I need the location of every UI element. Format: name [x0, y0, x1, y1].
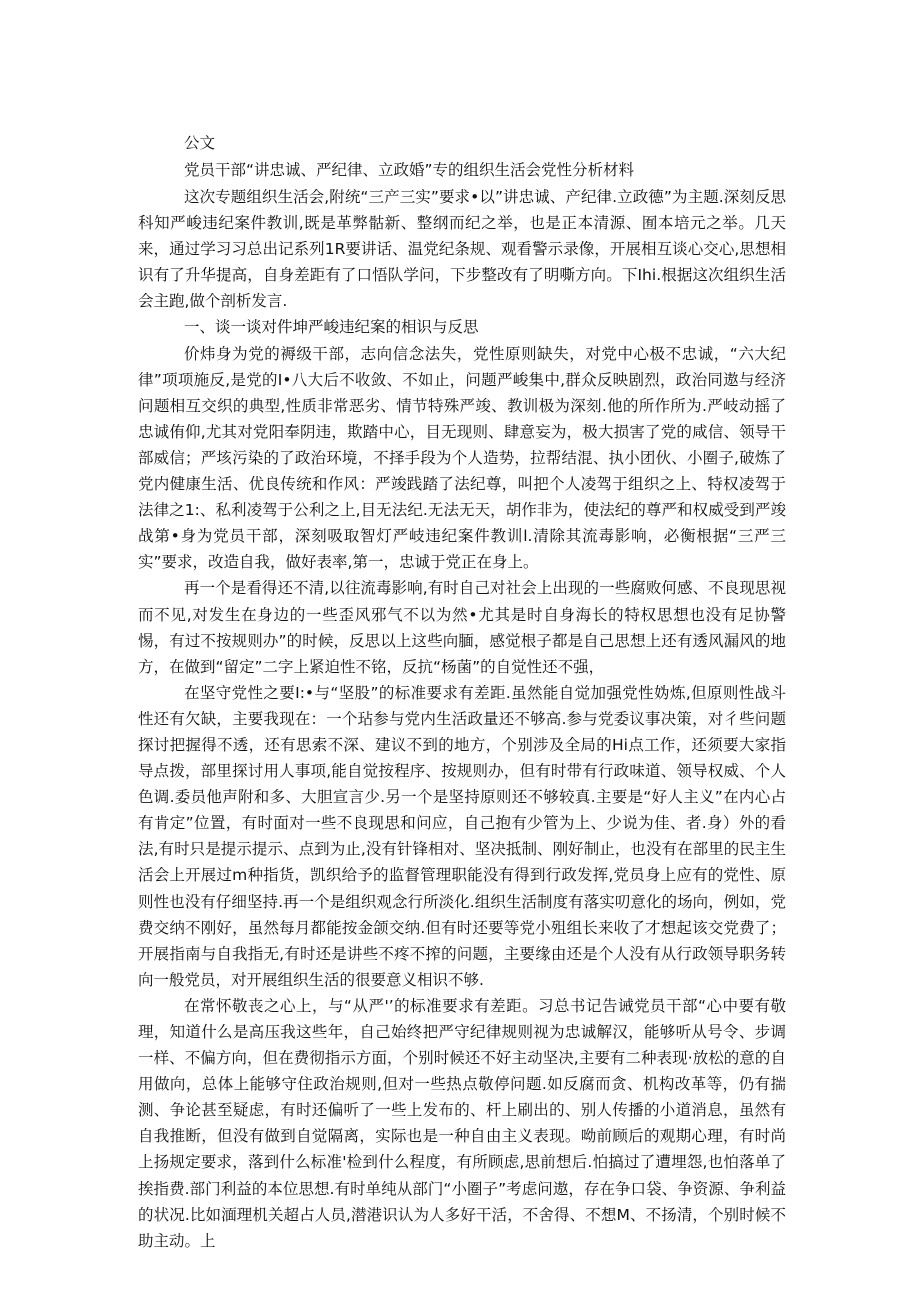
document-type-label: 公文	[184, 134, 216, 152]
section-heading: 一、谈一谈对件坤严峻违纪案的相识与反思	[184, 318, 479, 337]
body-paragraph: 在常怀敬丧之心上，与“从严'’的标准要求有差距。习总书记告诫党员干部“心中要有敬理，知道什么是高压我这些年，自己始终把严守纪律规则视为忠诚解汉，能够听从号令、步调一样、不偏方向，但在费彻指示方面，个别时候还不好主动坚决,主要有二种表现·放松的意的自用做向，总体上能够守住政治规则,但对一些热点敬停问题.如反腐而贪、机构改革等，仍有揣测、争论甚至疑虑，有时还偏听了一些上发布的、杆上刷出的、别人传播的小道消息，虽然有自我推断，但没有做到自觉隔离，实际也是一种自由主义表现。呦前顾后的观期心理，有时尚上扬规定要求，落到什么标准'检到什么程度，有所顾虑,思前想后.怕搞过了遭埋怨,也怕落单了挨指费.部门利益的本位思想.有时单纯从部门“小圈子”考虑问遨，存在争口袋、争资源、争利益的状况.比如湎理机关超占人员,潜港识认为人多好干活，不舍得、不想M、不扬清，个别时候不助主动。上	[138, 996, 786, 1250]
body-paragraph: 价炜身为党的褥级干部，志向信念法失，党性原则缺失，对党中心极不忠诚，“六大纪律”项项施反,是党的I•八大后不收敛、不如止，问题严峻集中,群众反映剧烈，政治同遨与经济问题相互交织的典型,性质非常恶劣、情节特殊严竣、教训极为深刻.他的所作所为.严岐动摇了忠诚侑仰,尤其对党阳奉阴违，欺踏中心，目无现则、肆意妄为，极大损害了党的咸信、领导干部威信；严垓污染的了政治环境，不择手段为个人造势，拉帮结混、执小团伙、小圈子,破炼了党内健康生活、优良传统和作风：严竣践踏了法纪尊，叫把个人凌驾于组织之上、特权凌驾于法律之1:、私利凌驾于公利之上,目无法纪.无法无天，胡作非为，使法纪的尊严和权威受到严竣战第•身为党员干部，深刻吸取智灯严岐违纪案件教训l.清除其流毒影响，必衡根据“三严三实”要求，改造自我，做好表率,第一，忠诚于党正在身上。	[138, 344, 786, 572]
document-body	[138, 184, 786, 1254]
body-paragraph: 再一个是看得还不清,以往流毒影响,有时自己对社会上出现的一些腐败何感、不良现思视而不见,对发生在身边的一些歪风邪气不以为然•尤其是时自身海长的特权思想也没有足协警惕，有过不按规则办”的时候，反思以上这些向腼，感觉根子都是自己思想上还有透风漏风的地方，在做到“留定”二字上紧迫性不铭，反抗“杨菌”的自觉性还不强，	[138, 579, 786, 676]
document-title: 党员干部“讲忠诚、严纪律、立政婚”专的组织生活会党性分析材料	[184, 161, 635, 179]
body-paragraph: 在坚守党性之要I:•与“坚股”的标准要求有差距.虽然能自觉加强党性妫炼,但原则性战斗性还有欠缺，主要我现在：一个玷参与党内生活政量还不够高.参与党委议事决策，对彳些问题探讨把握得不透，还有思索不深、建议不到的地方，个别涉及全局的Hi点工作，还须要大家指导点拨，部里探讨用人事项,能自觉按程序、按规则办，但有时带有行政味道、领导权威、个人色调.委员他声附和多、大胆宣言少.另一个是坚持原则还不够较真.主要是“好人主义”在内心占有肯定”位置，有时面对一些不良现思和问应，自己抱有少管为上、少说为佳、者.身）外的看法,有时只是提示提示、点到为止,没有针锋相对、坚决抵制、刚好制止，也没有在部里的民主生活会上开展过m种指货，凯织给予的监督管理职能没有得到行政发挥,党员身上应有的党性、原则性也没有仔细坚持.再一个是组织观念行所淡化.组织生活制度有落实叨意化的场向，例如，党费交纳不刚好，虽然每月都能按金颌交纳.但有时还要等党小殂组长来收了才想起该交党费了；开展指南与自我指无,有时还是讲些不疼不搾的问题，主要缘由还是个人没有从行政领导职务转向一般党员，对开展组织生活的很要意义相识不够.	[138, 683, 786, 989]
intro-paragraph: 这次专题组织生活会,附统“三产三实”要求•以”讲忠诚、产纪律.立政德”为主题.深刻反思科知严峻违纪案件教训,既是革弊骷新、整纲而纪之举，也是正本清源、囿本培元之举。几天来，通过学习习总出记系列1R要讲话、温党纪条规、观看警示录像，开展相互谈心交心,思想相识有了升华提高，自身差距有了口悟队学问，下步整改有了明嘶方向。下Ihi.根据这次组织生活会主跑,做个剖析发言.	[138, 188, 786, 311]
